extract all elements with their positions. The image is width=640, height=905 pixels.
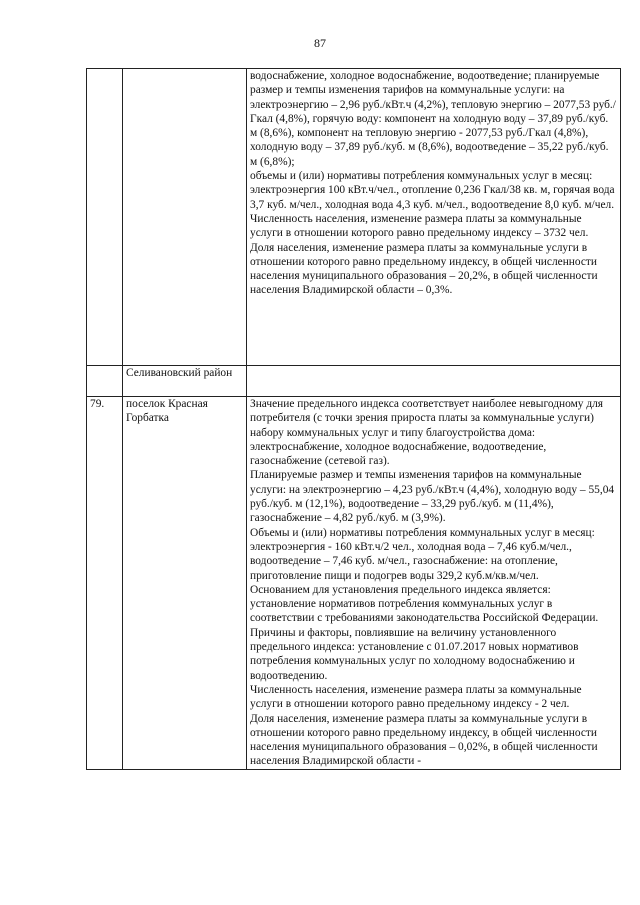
table-row [87, 366, 621, 397]
table-row [87, 397, 621, 770]
table-row [87, 69, 621, 366]
row-number-cell [87, 69, 123, 366]
paragraph: Основанием для установления предельного индекса является: установление нормативов потребления коммунальных услуг в соответствии с требованиями законодательства Российской Федерации. [250, 583, 599, 625]
municipality-cell [123, 69, 247, 366]
row-number-cell [87, 366, 123, 397]
paragraph: Доля населения, изменение размера платы за коммунальные услуги в отношении которого равно предельному индексу, в общей численности населения муниципального образования – 20,2%, в общей численности населения Владимирской области – 0,3%. [250, 241, 598, 297]
page-number: 87 [314, 36, 326, 50]
tariff-table [86, 68, 621, 770]
row-number-cell: 79. [87, 397, 123, 770]
paragraph: объемы и (или) нормативы потребления коммунальных услуг в месяц: электроэнергия 100 кВт.ч/чел., отопление 0,236 Гкал/38 кв. м, горячая вода 3,7 куб. м/чел., холодная вода 4,3 куб. м/чел., водоотведение 8,0 куб. м/чел. [250, 170, 615, 211]
description-cell [247, 69, 621, 366]
paragraph: Планируемые размер и темпы изменения тарифов на коммунальные услуги: на электроэнергию – 4,23 руб./кВт.ч (4,4%), холодную воду – 55,04 руб./куб. м (12,1%), водоотведение – 33,29 руб./куб. м (11,4%), газоснабжение – 4,82 руб./куб. м (3,9%). [250, 469, 615, 525]
paragraph: Объемы и (или) нормативы потребления коммунальных услуг в месяц: электроэнергия - 160 кВт.ч/2 чел., холодная вода – 7,46 куб.м/чел., водоотведение – 7,46 куб. м/чел., газоснабжение: на отопление, приготовление пищи и подогрев воды 329,2 куб.м/кв.м/чел. [250, 526, 595, 582]
description-cell [247, 397, 621, 770]
paragraph: Значение предельного индекса соответствует наиболее невыгодному для потребителя (с точки зрения прироста платы за коммунальные услуги) набору коммунальных услуг и типу благоустройства дома: электроснабжение, холодное водоснабжение, водоотведение, газоснабжение (сетевой газ). [250, 398, 604, 468]
paragraph: Численность населения, изменение размера платы за коммунальные услуги в отношении которого равно предельному индексу - 2 чел. [250, 683, 582, 711]
paragraph: Причины и факторы, повлиявшие на величину установленного предельного индекса: установление с 01.07.2017 новых нормативов потребления коммунальных услуг по холодному водоснабжению и водоотведению. [250, 626, 579, 682]
paragraph: Доля населения, изменение размера платы за коммунальные услуги в отношении которого равно предельному индексу, в общей численности населения муниципального образования – 0,02%, в общей численности населения Владимирской области - [250, 712, 598, 768]
municipality-cell: поселок Красная Горбатка [123, 397, 247, 770]
district-heading-cell: Селивановский район [123, 366, 247, 397]
paragraph: водоснабжение, холодное водоснабжение, водоотведение; планируемые размер и темпы изменения тарифов на коммунальные услуги: на электроэнергию – 2,96 руб./кВт.ч (4,2%), тепловую энергию – 2077,53 руб./Гкал (4,8%), горячую воду: компонент на холодную воду – 37,89 руб./куб. м (8,6%), компонент на тепловую энергию - 2077,53 руб./Гкал (4,8%), холодную воду – 37,89 руб./куб. м (8,6%), водоотведение – 35,22 руб./куб. м (6,8%); [250, 70, 616, 168]
paragraph: Численность населения, изменение размера платы за коммунальные услуги в отношении которого равно предельному индексу – 3732 чел. [250, 212, 589, 240]
description-cell [247, 366, 621, 397]
